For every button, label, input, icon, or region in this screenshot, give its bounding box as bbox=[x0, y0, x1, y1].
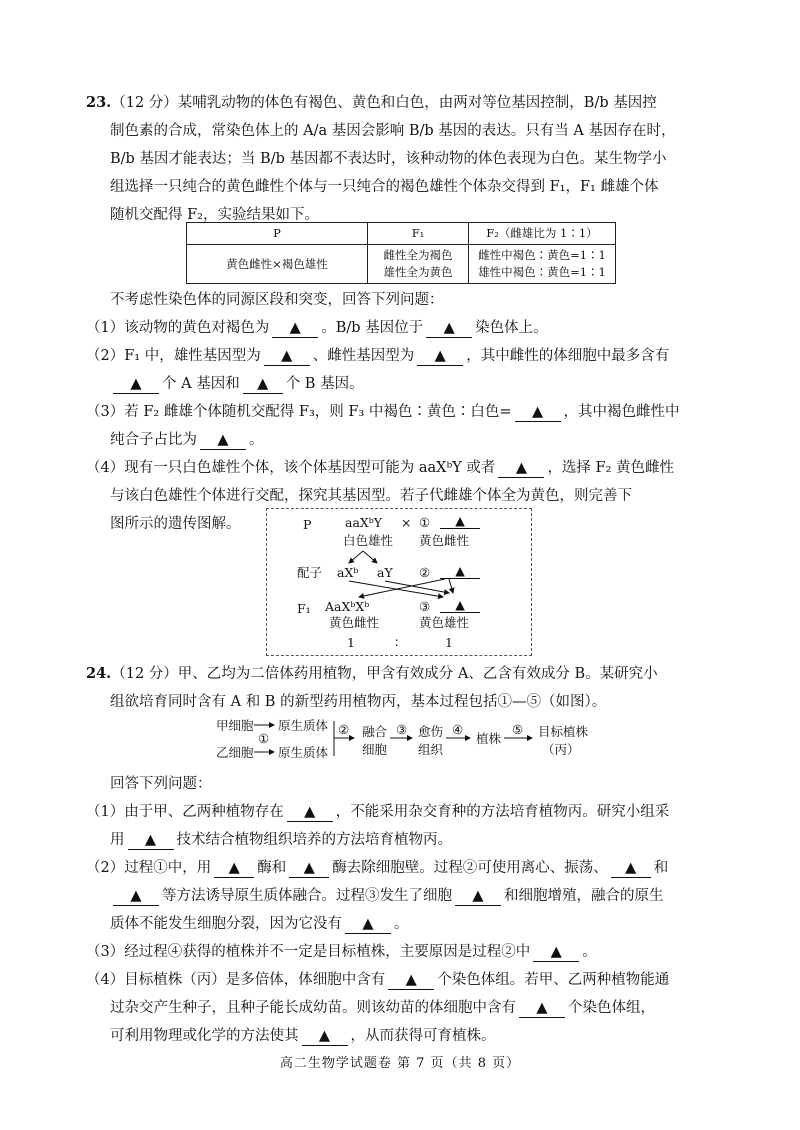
table-cell-f1: 雌性全为褐色 雄性全为黄色 bbox=[368, 245, 469, 284]
flow-step-1: ① bbox=[258, 731, 270, 746]
q23-part-4-cont: 与该白色雄性个体进行交配，探究其基因型。若子代雌雄个体全为黄色，则完善下 bbox=[110, 488, 632, 504]
answer-blank[interactable]: ▲ bbox=[345, 915, 391, 934]
q24-part-4-cont2: 可利用物理或化学的方法使其 ▲ ，从而获得可育植株。 bbox=[110, 1027, 496, 1044]
q23-part-4-cont2: 图所示的遗传图解。 bbox=[110, 516, 241, 532]
answer-blank[interactable]: ▲ bbox=[243, 375, 283, 394]
answer-blank[interactable]: ▲ bbox=[200, 431, 246, 450]
table-cell-f2: 雌性中褐色∶黄色=1∶1 雄性中褐色∶黄色=1∶1 bbox=[469, 245, 616, 284]
table-header-f1: F₁ bbox=[368, 223, 469, 245]
answer-blank[interactable]: ▲ bbox=[417, 347, 463, 366]
flow-cell-a: 甲细胞 bbox=[216, 718, 254, 733]
diagram-ratio-colon: ∶ bbox=[395, 635, 399, 650]
diagram-f1-female-phenotype: 黄色雌性 bbox=[329, 615, 380, 630]
answer-blank[interactable]: ▲ bbox=[214, 859, 254, 878]
answer-blank[interactable]: ▲ bbox=[128, 831, 174, 850]
page-footer: 高二生物学试题卷 第 7 页（共 8 页） bbox=[279, 1056, 521, 1071]
flow-callus: 愈伤 bbox=[418, 724, 444, 739]
cross-arrow-2 bbox=[385, 581, 449, 593]
flow-step-4: ④ bbox=[452, 722, 464, 737]
q23-part-3: （3）若 F₂ 雌雄个体随机交配得 F₃，则 F₃ 中褐色∶黄色∶白色= ▲ ，其中褐色雌性中 bbox=[86, 403, 680, 420]
diagram-p-male-phenotype: 白色雄性 bbox=[343, 533, 394, 548]
q23-part-2-cont: ▲ 个 A 基因和 ▲ 个 B 基因。 bbox=[86, 370, 726, 398]
diagram-gamete-label: 配子 bbox=[297, 565, 323, 580]
q24-part-2-cont: ▲ 等方法诱导原生质体融合。过程③发生了细胞 ▲ 和细胞增殖，融合的原生 bbox=[86, 882, 726, 910]
diagram-gamete-2: aY bbox=[377, 565, 393, 580]
diagram-p-female-phenotype: 黄色雌性 bbox=[419, 533, 470, 548]
q24-part-4-cont: 过杂交产生种子，且种子能长成幼苗。则该幼苗的体细胞中含有 ▲ 个染色体组， bbox=[110, 999, 655, 1016]
table-header-p: P bbox=[187, 223, 368, 245]
answer-blank[interactable]: ▲ bbox=[302, 1027, 348, 1046]
q24-intro: 回答下列问题： bbox=[110, 776, 212, 792]
answer-blank[interactable]: ▲ bbox=[287, 803, 333, 822]
arrow-to-gamete2 bbox=[363, 551, 377, 563]
diagram-blank-1[interactable]: ▲ bbox=[440, 513, 480, 529]
answer-blank[interactable]: ▲ bbox=[113, 887, 159, 906]
q24-part-3: （3）经过程④获得的植株并不一定是目标植株，主要原因是过程②中 ▲ 。 bbox=[86, 943, 597, 960]
process-flow-diagram: 甲细胞 原生质体 ① 乙细胞 原生质体 ② 融合 细胞 ③ 愈伤 组织 ④ 植株 ⑤ 目标植株 （丙） bbox=[216, 716, 636, 770]
q23-score: （12 分） bbox=[111, 95, 178, 111]
cross-arrow-3 bbox=[359, 579, 445, 597]
flow-cell-b: 乙细胞 bbox=[216, 745, 254, 760]
answer-blank[interactable]: ▲ bbox=[455, 887, 501, 906]
diagram-gamete-1: aXᵇ bbox=[337, 565, 359, 580]
answer-blank[interactable]: ▲ bbox=[533, 943, 579, 962]
q24-stem-line-1: 24.（12 分）甲、乙均为二倍体药用植物，甲含有效成分 A、乙含有效成分 B。某研究小 bbox=[86, 665, 658, 682]
flow-step-3: ③ bbox=[396, 722, 408, 737]
diagram-ratio-right: 1 bbox=[445, 635, 453, 650]
table-header-f2: F₂（雌雄比为 1∶1） bbox=[469, 223, 616, 245]
flow-target-plant: 目标植株 bbox=[538, 724, 589, 739]
q23-stem-line-4: 组选择一只纯合的黄色雌性个体与一只纯合的褐色雄性个体杂交得到 F₁，F₁ 雌雄个体 bbox=[110, 179, 659, 195]
cross-arrow-4 bbox=[449, 579, 453, 593]
q24-part-4: （4）目标植株（丙）是多倍体，体细胞中含有 ▲ 个染色体组。若甲、乙两种植物能通 bbox=[86, 971, 670, 988]
flow-protoplast-b: 原生质体 bbox=[278, 745, 329, 760]
answer-blank[interactable]: ▲ bbox=[113, 375, 159, 394]
diagram-circle-1: ① bbox=[419, 515, 431, 530]
answer-blank[interactable]: ▲ bbox=[611, 859, 651, 878]
diagram-f1-label: F₁ bbox=[297, 601, 311, 616]
answer-blank[interactable]: ▲ bbox=[498, 459, 544, 478]
q24-part-1: （1）由于甲、乙两种植物存在 ▲ ，不能采用杂交育种的方法培育植物丙。研究小组采 bbox=[86, 803, 670, 820]
diagram-blank-2[interactable]: ▲ bbox=[440, 563, 480, 579]
answer-blank[interactable]: ▲ bbox=[515, 403, 561, 422]
q23-part-2: （2）F₁ 中，雄性基因型为 ▲ 、雌性基因型为 ▲ ，其中雌性的体细胞中最多含有 bbox=[86, 347, 670, 364]
question-24-parts bbox=[86, 770, 726, 1050]
q23-stem-line-3: B/b 基因才能表达；当 B/b 基因都不表达时，该种动物的体色表现为白色。某生物学小 bbox=[110, 151, 667, 167]
diagram-circle-3: ③ bbox=[419, 599, 431, 614]
answer-blank[interactable]: ▲ bbox=[388, 971, 434, 990]
q23-part-4: （4）现有一只白色雄性个体，该个体基因型可能为 aaXᵇY 或者 ▲ ，选择 F₂ 黄色雌性 bbox=[86, 459, 675, 476]
q23-stem-line-5: 随机交配得 F₂，实验结果如下。 bbox=[110, 207, 319, 223]
flow-step-5: ⑤ bbox=[512, 722, 524, 737]
q24-stem-line-2: 组欲培育同时含有 A 和 B 的新型药用植物丙，基本过程包括①—⑤（如图）。 bbox=[110, 694, 607, 710]
q24-part-2-cont2: 质体不能发生细胞分裂，因为它没有 ▲ 。 bbox=[110, 915, 409, 932]
question-23 bbox=[86, 89, 726, 229]
q23-part-1: （1）该动物的黄色对褐色为 ▲ 。B/b 基因位于 ▲ 染色体上。 bbox=[86, 319, 548, 336]
flow-plant: 植株 bbox=[476, 731, 502, 746]
answer-blank[interactable]: ▲ bbox=[272, 319, 318, 338]
answer-blank[interactable]: ▲ bbox=[519, 999, 565, 1018]
q23-stem-line-1: 23.（12 分）某哺乳动物的体色有褐色、黄色和白色，由两对等位基因控制，B/b 基因控 bbox=[86, 94, 657, 111]
q24-part-1-cont: 用 ▲ 技术结合植物组织培养的方法培育植物丙。 bbox=[110, 831, 452, 848]
q23-part-3-cont: 纯合子占比为 ▲ 。 bbox=[110, 431, 264, 448]
flow-step-2: ② bbox=[338, 722, 350, 737]
diagram-circle-2: ② bbox=[419, 565, 431, 580]
inheritance-diagram bbox=[266, 508, 532, 656]
q24-number: 24. bbox=[86, 665, 112, 682]
diagram-f1-genotype: AaXᵇXᵇ bbox=[325, 599, 370, 614]
q23-intro: 不考虑性染色体的同源区段和突变，回答下列问题： bbox=[110, 292, 444, 308]
q23-stem-line-2: 制色素的合成，常染色体上的 A/a 基因会影响 B/b 基因的表达。只有当 A 基因存在时， bbox=[110, 123, 676, 139]
answer-blank[interactable]: ▲ bbox=[289, 859, 329, 878]
table-row bbox=[187, 245, 616, 284]
diagram-cross-sign: × bbox=[401, 515, 412, 530]
answer-blank[interactable]: ▲ bbox=[426, 319, 472, 338]
table-cell-p: 黄色雌性×褐色雄性 bbox=[187, 245, 368, 284]
diagram-p-male-genotype: aaXᵇY bbox=[345, 515, 383, 530]
q23-result-table bbox=[186, 222, 616, 284]
q24-score: （12 分） bbox=[111, 666, 178, 682]
flow-fused-cell: 融合 bbox=[362, 724, 388, 739]
diagram-ratio-left: 1 bbox=[347, 635, 355, 650]
flow-protoplast-a: 原生质体 bbox=[278, 718, 329, 733]
arrow-to-gamete1 bbox=[349, 551, 363, 563]
diagram-p-label: P bbox=[303, 517, 312, 532]
diagram-blank-3[interactable]: ▲ bbox=[440, 597, 480, 613]
table-header-row bbox=[187, 223, 616, 245]
answer-blank[interactable]: ▲ bbox=[264, 347, 310, 366]
question-23-parts bbox=[86, 286, 726, 538]
q24-part-2: （2）过程①中，用 ▲ 酶和 ▲ 酶去除细胞壁。过程②可使用离心、振荡、 ▲ 和 bbox=[86, 859, 669, 876]
diagram-f1-male-phenotype: 黄色雄性 bbox=[419, 615, 470, 630]
q23-number: 23. bbox=[86, 94, 112, 111]
question-24 bbox=[86, 660, 726, 716]
